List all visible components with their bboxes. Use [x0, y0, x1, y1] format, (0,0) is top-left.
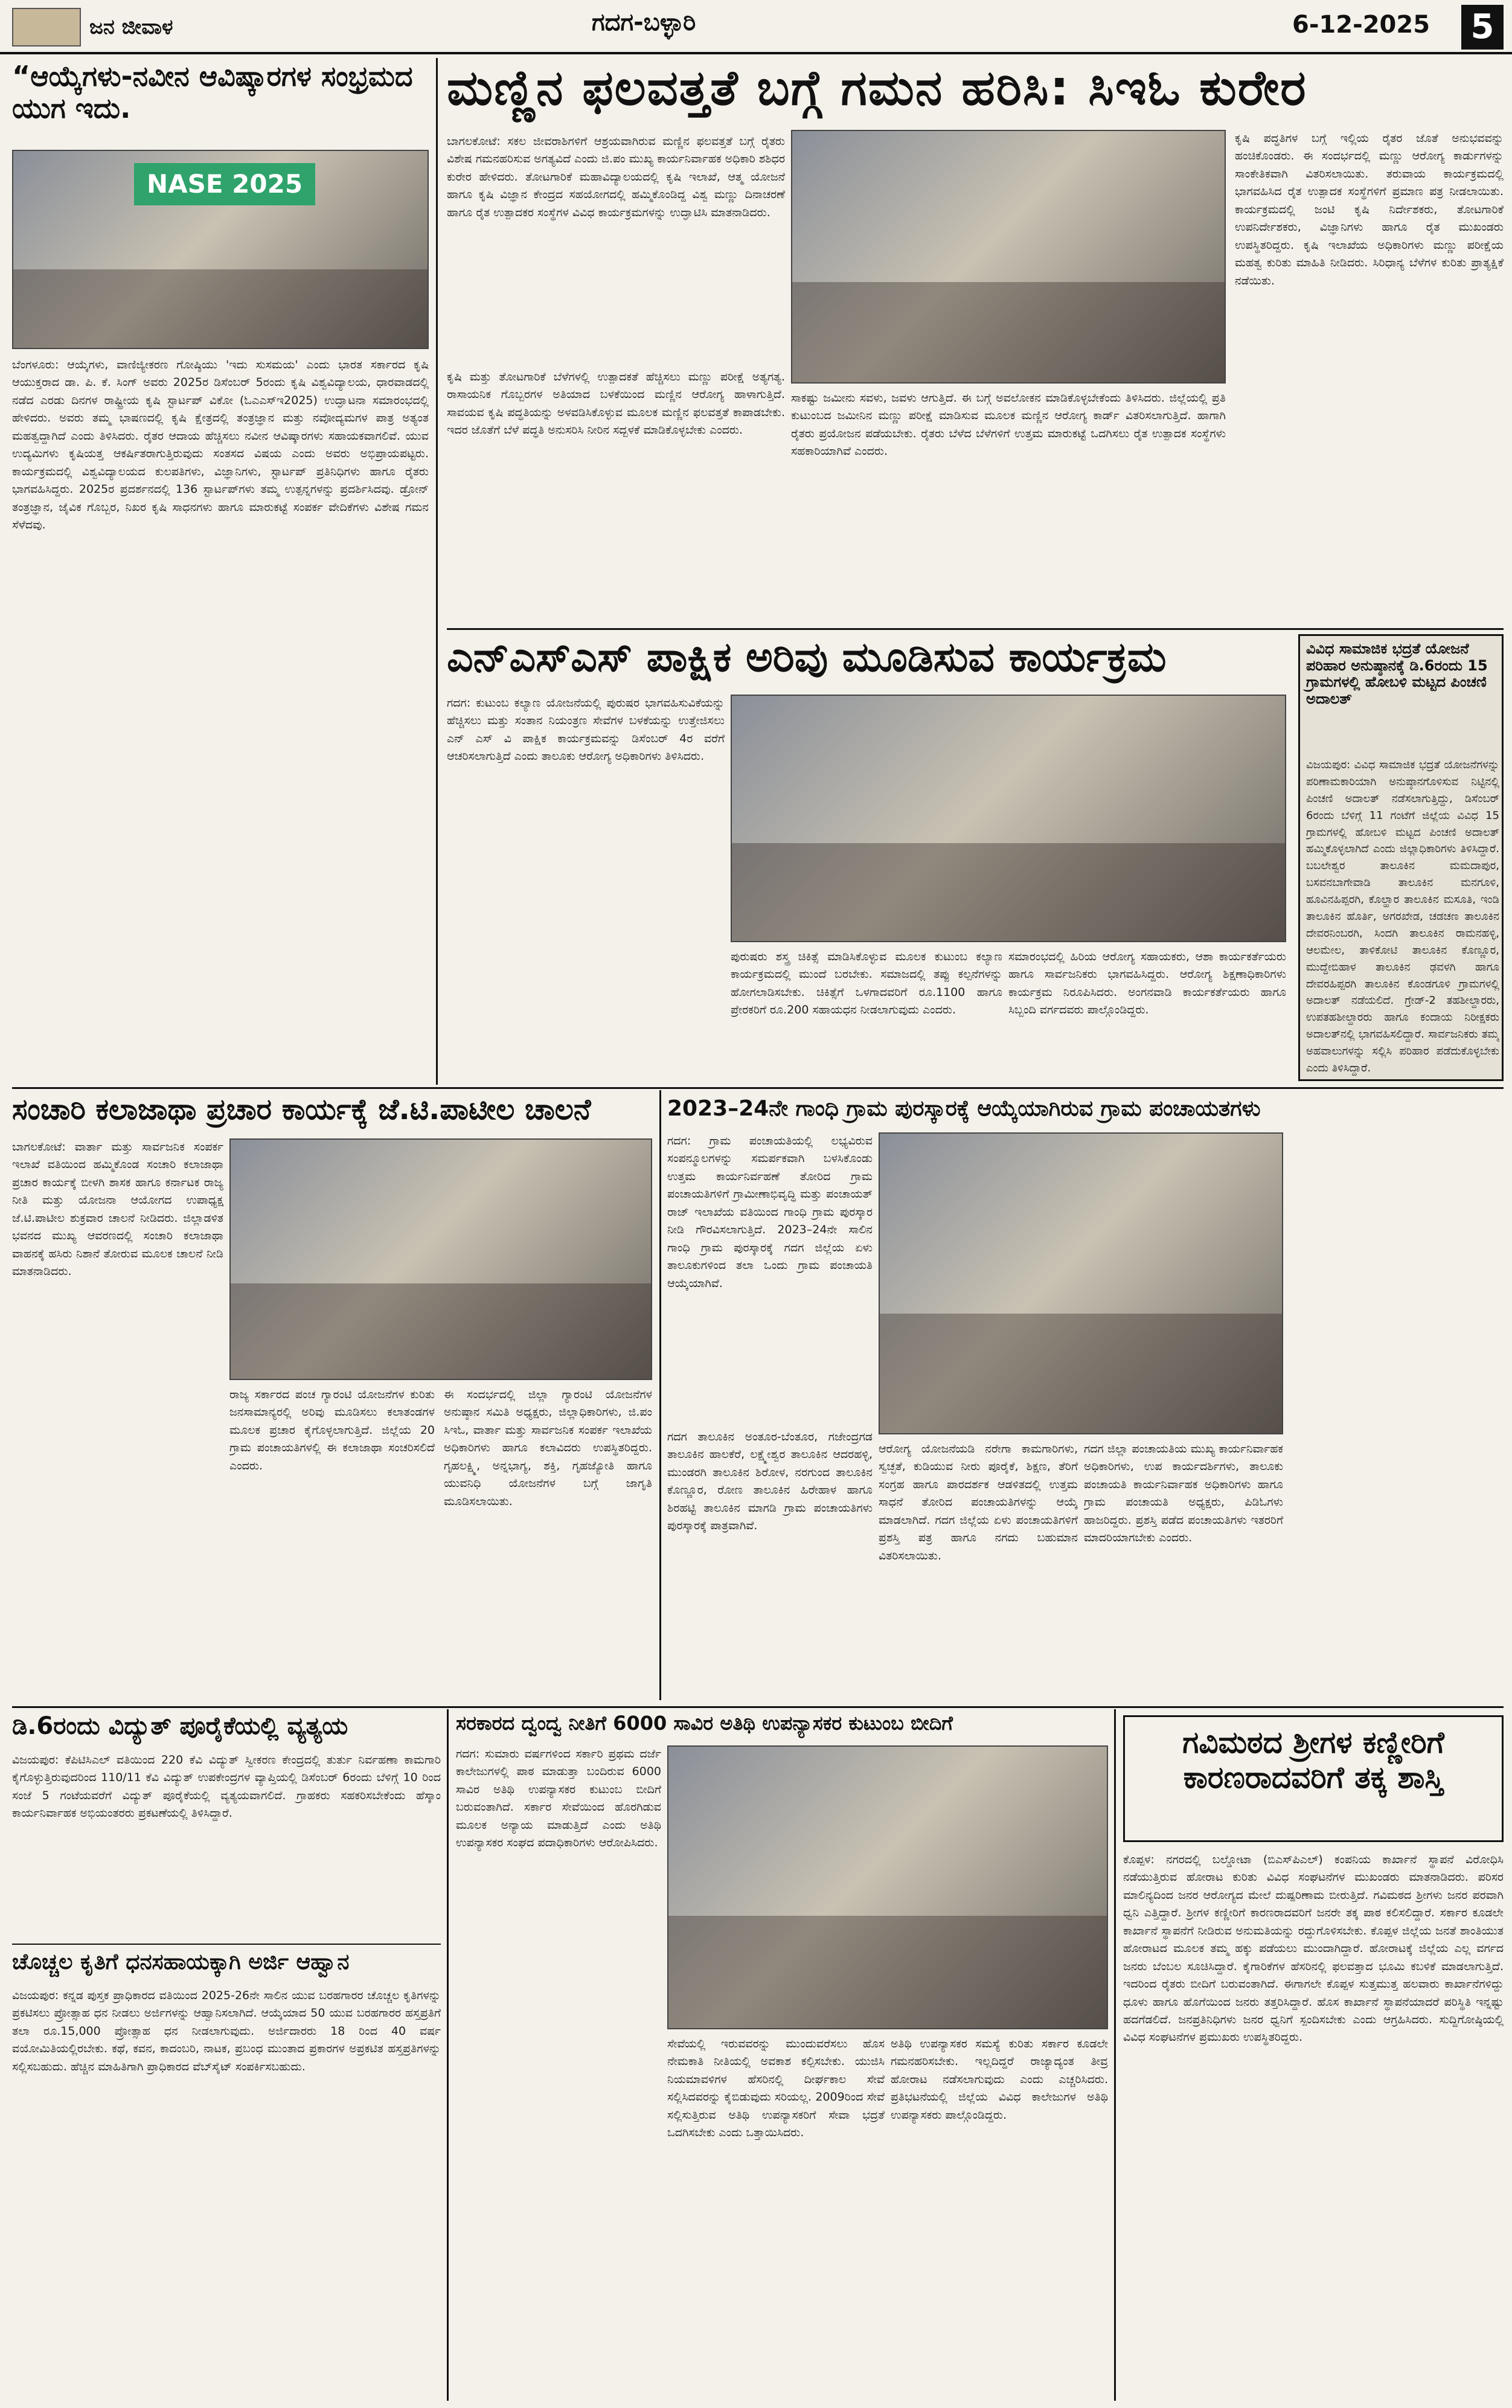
section-divider [447, 628, 1504, 630]
kalajatha-headline: ಸಂಚಾರಿ ಕಲಾಜಾಥಾ ಪ್ರಚಾರ ಕಾರ್ಯಕ್ಕೆ ಜೆ.ಟಿ.ಪಾಟೀಲ ಚಾಲನೆ [12, 1093, 591, 1126]
gandhi-photo [879, 1132, 1283, 1434]
section-divider [12, 1944, 441, 1945]
column-divider [1114, 1709, 1116, 2401]
masthead-brand [12, 6, 193, 48]
chochchala-headline: ಚೊಚ್ಚಲ ಕೃತಿಗೆ ಧನಸಹಾಯಕ್ಕಾಗಿ ಅರ್ಜಿ ಆಹ್ವಾನ [12, 1950, 350, 1974]
guest-headline: ಸರಕಾರದ ದ್ವಂದ್ವ ನೀತಿಗೆ 6000 ಸಾವಿರ ಅತಿಥಿ ಉಪನ್ಯಾಸಕರ ಕುಟುಂಬ ಬೀದಿಗೆ [456, 1712, 953, 1735]
kalajatha-body-b: ರಾಜ್ಯ ಸರ್ಕಾರದ ಪಂಚ ಗ್ಯಾರಂಟಿ ಯೋಜನೆಗಳ ಕುರಿತು ಜನಸಾಮಾನ್ಯರಲ್ಲಿ ಅರಿವು ಮೂಡಿಸಲು ಕಲಾತಂಡಗಳ ಮೂಲಕ ಪ್ರಚಾರ ಕೈಗೊಳ್ಳಲಾಗುತ್ತಿದೆ. ಜಿಲ್ಲೆಯ 20 ಗ್ರಾಮ ಪಂಚಾಯತಿಗಳಲ್ಲಿ ಈ ಕಲಾಜಾಥಾ ಸಂಚರಿಸಲಿದೆ ಎಂದರು. [229, 1388, 435, 1472]
nss-body-c: ಪುರುಷರು ಶಸ್ತ್ರ ಚಿಕಿತ್ಸೆ ಮಾಡಿಸಿಕೊಳ್ಳುವ ಮೂಲಕ ಕುಟುಂಬ ಕಲ್ಯಾಣ ಕಾರ್ಯಕ್ರಮದಲ್ಲಿ ಮುಂದೆ ಬರಬೇಕು. ಸಮಾಜದಲ್ಲಿ ತಪ್ಪು ಕಲ್ಪನೆಗಳನ್ನು ಹೋಗಲಾಡಿಸಬೇಕು. ಚಿಕಿತ್ಸೆಗೆ ಒಳಗಾದವರಿಗೆ ರೂ.1100 ಹಾಗೂ ಪ್ರೇರಕರಿಗೆ ರೂ.200 ಸಹಾಯಧನ ನೀಡಲಾಗುವುದು ಎಂದರು. [731, 950, 1002, 1017]
page-number: 5 [1461, 5, 1504, 50]
column-divider [659, 1090, 661, 1700]
column-divider [447, 1709, 449, 2401]
edition-city: ಗದಗ-ಬಳ್ಳಾರಿ [592, 8, 696, 36]
soil-body-a: ಬಾಗಲಕೋಟೆ: ಸಕಲ ಜೀವರಾಶಿಗಳಿಗೆ ಆಶ್ರಯವಾಗಿರುವ ಮಣ್ಣಿನ ಫಲವತ್ತತೆ ಬಗ್ಗೆ ರೈತರು ವಿಶೇಷ ಗಮನಹರಿಸುವ ಅಗತ್ಯವಿದೆ ಎಂದು ಜಿ.ಪಂ ಮುಖ್ಯ ಕಾರ್ಯನಿರ್ವಾಹಕ ಅಧಿಕಾರಿ ಶಶಿಧರ ಕುರೇರ ಹೇಳಿದರು. ತೋಟಗಾರಿಕೆ ಮಹಾವಿದ್ಯಾಲಯದಲ್ಲಿ ಕೃಷಿ ಇಲಾಖೆ, ಆತ್ಮ ಯೋಜನೆ ಹಾಗೂ ಕೃಷಿ ವಿಜ್ಞಾನ ಕೇಂದ್ರದ ಸಹಯೋಗದಲ್ಲಿ ಹಮ್ಮಿಕೊಂಡಿದ್ದ ವಿಶ್ವ ಮಣ್ಣು ದಿನಾಚರಣೆ ಹಾಗೂ ರೈತ ಉತ್ಪಾದಕರ ಸಂಸ್ಥೆಗಳ ವಿವಿಧ ಕಾರ್ಯಕ್ರಮಗಳನ್ನು ಉದ್ಘಾಟಿಸಿ ಮಾತನಾಡಿದರು. [447, 135, 785, 219]
nase-body: ಬೆಂಗಳೂರು: ಆಯ್ಕೆಗಳು, ವಾಣಿಜ್ಯೀಕರಣ ಗೋಷ್ಠಿಯು 'ಇದು ಸುಸಮಯ' ಎಂದು ಭಾರತ ಸರ್ಕಾರದ ಕೃಷಿ ಆಯುಕ್ತರಾದ ಡಾ. ಪಿ. ಕೆ. ಸಿಂಗ್ ಅವರು 2025ರ ಡಿಸೆಂಬರ್ 5ರಂದು ಕೃಷಿ ವಿಶ್ವವಿದ್ಯಾಲಯ, ಧಾರವಾಡದಲ್ಲಿ ನಡೆದ ಎರಡು ದಿನಗಳ ರಾಷ್ಟ್ರೀಯ ಕೃಷಿ ಸ್ಟಾರ್ಟಪ್ ವಿಕೋ (ಓಎಎಸ್‌ಇ2025) ಉದ್ಘಾಟನಾ ಸಮಾರಂಭದಲ್ಲಿ ಹೇಳಿದರು. ಅವರು ತಮ್ಮ ಭಾಷಣದಲ್ಲಿ ಕೃಷಿ ಕ್ಷೇತ್ರದಲ್ಲಿ ತಂತ್ರಜ್ಞಾನ ಮತ್ತು ನವೋದ್ಯಮಗಳ ಪಾತ್ರ ಅತ್ಯಂತ ಮಹತ್ವದ್ದಾಗಿದೆ ಎಂದು ತಿಳಿಸಿದರು. ರೈತರ ಆದಾಯ ಹೆಚ್ಚಿಸಲು ನವೀನ ಆವಿಷ್ಕಾರಗಳು ಸಹಾಯಕವಾಗಲಿವೆ. ಯುವ ಉದ್ಯಮಿಗಳು ಕೃಷಿಯತ್ತ ಆಕರ್ಷಿತರಾಗುತ್ತಿರುವುದು ಸಂತಸದ ವಿಷಯ ಎಂದು ಅವರು ಅಭಿಪ್ರಾಯಪಟ್ಟರು. ಕಾರ್ಯಕ್ರಮದಲ್ಲಿ ವಿಶ್ವವಿದ್ಯಾಲಯದ ಕುಲಪತಿಗಳು, ವಿಜ್ಞಾನಿಗಳು, ಸ್ಟಾರ್ಟಪ್ ಪ್ರತಿನಿಧಿಗಳು ಹಾಗೂ ರೈತರು ಭಾಗವಹಿಸಿದ್ದರು. 2025ರ ಪ್ರದರ್ಶನದಲ್ಲಿ 136 ಸ್ಟಾರ್ಟಪ್‌ಗಳು ತಮ್ಮ ಉತ್ಪನ್ನಗಳನ್ನು ಪ್ರದರ್ಶಿಸಿದವು. ಡ್ರೋನ್ ತಂತ್ರಜ್ಞಾನ, ಜೈವಿಕ ಗೊಬ್ಬರ, ನಿಖರ ಕೃಷಿ ಸಾಧನಗಳು ಹಾಗೂ ಮಾರುಕಟ್ಟೆ ಸಂಪರ್ಕ ವೇದಿಕೆಗಳು ವಿಶೇಷ ಗಮನ ಸೆಳೆದವು. [12, 358, 429, 531]
edition-date: 6-12-2025 [1292, 11, 1430, 39]
adalat-body: ವಿಜಯಪುರ: ವಿವಿಧ ಸಾಮಾಜಿಕ ಭದ್ರತೆ ಯೋಜನೆಗಳನ್ನು ಪರಿಣಾಮಕಾರಿಯಾಗಿ ಅನುಷ್ಠಾನಗೊಳಿಸುವ ನಿಟ್ಟಿನಲ್ಲಿ ಪಿಂಚಣಿ ಅದಾಲತ್ ನಡೆಸಲಾಗುತ್ತಿದ್ದು, ಡಿಸೆಂಬರ್ 6ರಂದು ಬೆಳಿಗ್ಗೆ 11 ಗಂಟೆಗೆ ಜಿಲ್ಲೆಯ ವಿವಿಧ 15 ಗ್ರಾಮಗಳಲ್ಲಿ ಹೋಬಳಿ ಮಟ್ಟದ ಪಿಂಚಣಿ ಅದಾಲತ್ ಹಮ್ಮಿಕೊಳ್ಳಲಾಗಿದೆ ಎಂದು ಜಿಲ್ಲಾಧಿಕಾರಿಗಳು ತಿಳಿಸಿದ್ದಾರೆ. ಬಬಲೇಶ್ವರ ತಾಲೂಕಿನ ಮಮದಾಪುರ, ಬಸವನಬಾಗೇವಾಡಿ ತಾಲೂಕಿನ ಮನಗೂಳಿ, ಹೂವಿನಹಿಪ್ಪರಗಿ, ಕೊಲ್ಹಾರ ತಾಲೂಕಿನ ಮಸೂತಿ, ಇಂಡಿ ತಾಲೂಕಿನ ಹೊರ್ತಿ, ಅಗರಖೇಡ, ಚಡಚಣ ತಾಲೂಕಿನ ದೇವರನಿಂಬರಗಿ, ಸಿಂದಗಿ ತಾಲೂಕಿನ ರಾಮನಹಳ್ಳಿ, ಆಲಮೇಲ, ತಾಳಿಕೋಟಿ ತಾಲೂಕಿನ ಕೊಣ್ಣೂರ, ಮುದ್ದೇಬಿಹಾಳ ತಾಲೂಕಿನ ಢವಳಗಿ ಹಾಗೂ ದೇವರಹಿಪ್ಪರಗಿ ತಾಲೂಕಿನ ಕೊಂಡಗೂಳಿ ಗ್ರಾಮಗಳಲ್ಲಿ ಅದಾಲತ್ ನಡೆಯಲಿದೆ. ಗ್ರೇಡ್-2 ತಹಶೀಲ್ದಾರರು, ಉಪತಹಶೀಲ್ದಾರರು ಹಾಗೂ ಕಂದಾಯ ನಿರೀಕ್ಷಕರು ಅದಾಲತ್‌ನಲ್ಲಿ ಭಾಗವಹಿಸಲಿದ್ದಾರೆ. ಸಾರ್ವಜನಿಕರು ತಮ್ಮ ಅಹವಾಲುಗಳನ್ನು ಸಲ್ಲಿಸಿ ಪರಿಹಾರ ಪಡೆದುಕೊಳ್ಳಬೇಕು ಎಂದು ತಿಳಿಸಿದ್ದಾರೆ. [1306, 759, 1499, 1075]
masthead [0, 0, 1512, 54]
gandhi-body-d: ಗದಗ ಜಿಲ್ಲಾ ಪಂಚಾಯತಿಯ ಮುಖ್ಯ ಕಾರ್ಯನಿರ್ವಾಹಕ ಅಧಿಕಾರಿಗಳು, ಉಪ ಕಾರ್ಯದರ್ಶಿಗಳು, ತಾಲೂಕು ಪಂಚಾಯತಿ ಕಾರ್ಯನಿರ್ವಾಹಕ ಅಧಿಕಾರಿಗಳು ಹಾಗೂ ಗ್ರಾಮ ಪಂಚಾಯತಿ ಅಧ್ಯಕ್ಷರು, ಪಿಡಿಓಗಳು ಹಾಜರಿದ್ದರು. ಪ್ರಶಸ್ತಿ ಪಡೆದ ಪಂಚಾಯತಿಗಳು ಇತರರಿಗೆ ಮಾದರಿಯಾಗಬೇಕು ಎಂದರು. [1084, 1442, 1283, 1545]
adalat-box [1298, 634, 1504, 1081]
soil-body-b: ಕೃಷಿ ಮತ್ತು ತೋಟಗಾರಿಕೆ ಬೆಳೆಗಳಲ್ಲಿ ಉತ್ಪಾದಕತೆ ಹೆಚ್ಚಿಸಲು ಮಣ್ಣು ಪರೀಕ್ಷೆ ಅತ್ಯಗತ್ಯ. ರಾಸಾಯನಿಕ ಗೊಬ್ಬರಗಳ ಅತಿಯಾದ ಬಳಕೆಯಿಂದ ಮಣ್ಣಿನ ಆರೋಗ್ಯ ಹಾಳಾಗುತ್ತಿದೆ. ಸಾವಯವ ಕೃಷಿ ಪದ್ಧತಿಯನ್ನು ಅಳವಡಿಸಿಕೊಳ್ಳುವ ಮೂಲಕ ಮಣ್ಣಿನ ಫಲವತ್ತತೆ ಕಾಪಾಡಬೇಕು. ಇದರ ಜೊತೆಗೆ ಬೆಳೆ ಪದ್ಧತಿ ಅನುಸರಿಸಿ ನೀರಿನ ಸದ್ಬಳಕೆ ಮಾಡಿಕೊಳ್ಳಬೇಕು ಎಂದರು. [447, 370, 785, 437]
adalat-headline: ವಿವಿಧ ಸಾಮಾಜಿಕ ಭದ್ರತೆ ಯೋಜನೆ ಪರಿಹಾರ ಅನುಷ್ಠಾನಕ್ಕೆ ಡಿ.6ರಂದು 15 ಗ್ರಾಮಗಳಲ್ಲಿ ಹೋಬಳಿ ಮಟ್ಟದ ಪಿಂಚಣಿ ಅದಾಲತ್ [1306, 640, 1488, 707]
soil-body-c: ಸಾಕಷ್ಟು ಜಮೀನು ಸವಳು, ಜವಳು ಆಗುತ್ತಿದೆ. ಈ ಬಗ್ಗೆ ಅವಲೋಕನ ಮಾಡಿಕೊಳ್ಳಬೇಕೆಂದು ತಿಳಿಸಿದರು. ಜಿಲ್ಲೆಯಲ್ಲಿ ಪ್ರತಿ ಕುಟುಂಬದ ಜಮೀನಿನ ಮಣ್ಣು ಪರೀಕ್ಷೆ ಮಾಡಿಸುವ ಮೂಲಕ ಮಣ್ಣಿನ ಆರೋಗ್ಯ ಕಾರ್ಡ್ ವಿತರಿಸಲಾಗುತ್ತಿದೆ. ಹಾಗಾಗಿ ರೈತರು ಪ್ರಯೋಜನ ಪಡೆಯಬೇಕು. ರೈತರು ಬೆಳೆದ ಬೆಳೆಗಳಿಗೆ ಉತ್ತಮ ಮಾರುಕಟ್ಟೆ ಒದಗಿಸಲು ರೈತ ಉತ್ಪಾದಕ ಸಂಸ್ಥೆಗಳು ಸಹಕಾರಿಯಾಗಿವೆ ಎಂದರು. [791, 391, 1226, 458]
nss-photo [731, 695, 1286, 942]
kalajatha-body-c: ಈ ಸಂದರ್ಭದಲ್ಲಿ ಜಿಲ್ಲಾ ಗ್ಯಾರಂಟಿ ಯೋಜನೆಗಳ ಅನುಷ್ಠಾನ ಸಮಿತಿ ಅಧ್ಯಕ್ಷರು, ಜಿಲ್ಲಾಧಿಕಾರಿಗಳು, ಜಿ.ಪಂ ಸಿಇಓ, ವಾರ್ತಾ ಮತ್ತು ಸಾರ್ವಜನಿಕ ಸಂಪರ್ಕ ಇಲಾಖೆಯ ಅಧಿಕಾರಿಗಳು ಹಾಗೂ ಕಲಾವಿದರು ಉಪಸ್ಥಿತರಿದ್ದರು. ಗೃಹಲಕ್ಷ್ಮಿ, ಅನ್ನಭಾಗ್ಯ, ಶಕ್ತಿ, ಗೃಹಜ್ಯೋತಿ ಹಾಗೂ ಯುವನಿಧಿ ಯೋಜನೆಗಳ ಬಗ್ಗೆ ಜಾಗೃತಿ ಮೂಡಿಸಲಾಯಿತು. [444, 1388, 652, 1508]
chochchala-body: ವಿಜಯಪುರ: ಕನ್ನಡ ಪುಸ್ತಕ ಪ್ರಾಧಿಕಾರದ ವತಿಯಿಂದ 2025-26ನೇ ಸಾಲಿನ ಯುವ ಬರಹಗಾರರ ಚೊಚ್ಚಲ ಕೃತಿಗಳನ್ನು ಪ್ರಕಟಿಸಲು ಪ್ರೋತ್ಸಾಹ ಧನ ನೀಡಲು ಅರ್ಜಿಗಳನ್ನು ಆಹ್ವಾನಿಸಲಾಗಿದೆ. ಆಯ್ಕೆಯಾದ 50 ಯುವ ಬರಹಗಾರರ ಹಸ್ತಪ್ರತಿಗೆ ತಲಾ ರೂ.15,000 ಪ್ರೋತ್ಸಾಹ ಧನ ನೀಡಲಾಗುವುದು. ಅರ್ಜಿದಾರರು 18 ರಿಂದ 40 ವರ್ಷ ವಯೋಮಿತಿಯಲ್ಲಿರಬೇಕು. ಕಥೆ, ಕವನ, ಕಾದಂಬರಿ, ನಾಟಕ, ಪ್ರಬಂಧ ಮುಂತಾದ ಪ್ರಕಾರಗಳ ಅಪ್ರಕಟಿತ ಹಸ್ತಪ್ರತಿಗಳನ್ನು ಸಲ್ಲಿಸಬಹುದು. ಹೆಚ್ಚಿನ ಮಾಹಿತಿಗಾಗಿ ಪ್ರಾಧಿಕಾರದ ವೆಬ್‌ಸೈಟ್ ಸಂಪರ್ಕಿಸಬಹುದು. [12, 1989, 441, 2073]
column-divider [436, 58, 438, 1085]
soil-headline: ಮಣ್ಣಿನ ಫಲವತ್ತತೆ ಬಗ್ಗೆ ಗಮನ ಹರಿಸಿ: ಸಿಇಓ ಕುರೇರ [447, 60, 1307, 116]
section-divider [12, 1087, 1504, 1089]
guest-body-b: ಸೇವೆಯಲ್ಲಿ ಇರುವವರನ್ನು ಮುಂದುವರೆಸಲು ಹೊಸ ನೇಮಕಾತಿ ನೀತಿಯಲ್ಲಿ ಅವಕಾಶ ಕಲ್ಪಿಸಬೇಕು. ಯುಜಿಸಿ ನಿಯಮಾವಳಿಗಳ ಹೆಸರಿನಲ್ಲಿ ದೀರ್ಘಕಾಲ ಸೇವೆ ಸಲ್ಲಿಸಿದವರನ್ನು ಕೈಬಿಡುವುದು ಸರಿಯಲ್ಲ. 2009ರಿಂದ ಸೇವೆ ಸಲ್ಲಿಸುತ್ತಿರುವ ಅತಿಥಿ ಉಪನ್ಯಾಸಕರಿಗೆ ಸೇವಾ ಭದ್ರತೆ ಒದಗಿಸಬೇಕು ಎಂದು ಒತ್ತಾಯಿಸಿದರು. [667, 2037, 885, 2140]
kalajatha-body-a: ಬಾಗಲಕೋಟೆ: ವಾರ್ತಾ ಮತ್ತು ಸಾರ್ವಜನಿಕ ಸಂಪರ್ಕ ಇಲಾಖೆ ವತಿಯಿಂದ ಹಮ್ಮಿಕೊಂಡ ಸಂಚಾರಿ ಕಲಾಜಾಥಾ ಪ್ರಚಾರ ಕಾರ್ಯಕ್ಕೆ ಬೀಳಗಿ ಶಾಸಕ ಹಾಗೂ ಕರ್ನಾಟಕ ರಾಜ್ಯ ನೀತಿ ಮತ್ತು ಯೋಜನಾ ಆಯೋಗದ ಉಪಾಧ್ಯಕ್ಷ ಜೆ.ಟಿ.ಪಾಟೀಲ ಶುಕ್ರವಾರ ಚಾಲನೆ ನೀಡಿದರು. ಜಿಲ್ಲಾಡಳಿತ ಭವನದ ಮುಖ್ಯ ಆವರಣದಲ್ಲಿ ಸಂಚಾರಿ ಕಲಾಜಾಥಾ ವಾಹನಕ್ಕೆ ಹಸಿರು ನಿಶಾನೆ ತೋರುವ ಮೂಲಕ ಚಾಲನೆ ನೀಡಿ ಮಾತನಾಡಿದರು. [12, 1140, 223, 1279]
gandhi-body-c: ಆರೋಗ್ಯ ಯೋಜನೆಯಡಿ ನರೇಗಾ ಕಾಮಗಾರಿಗಳು, ಸ್ವಚ್ಛತೆ, ಕುಡಿಯುವ ನೀರು ಪೂರೈಕೆ, ಶಿಕ್ಷಣ, ತೆರಿಗೆ ಸಂಗ್ರಹ ಹಾಗೂ ಪಾರದರ್ಶಕ ಆಡಳಿತದಲ್ಲಿ ಉತ್ತಮ ಸಾಧನೆ ತೋರಿದ ಪಂಚಾಯತಿಗಳನ್ನು ಆಯ್ಕೆ ಮಾಡಲಾಗಿದೆ. ಗದಗ ಜಿಲ್ಲೆಯ ಏಳು ಪಂಚಾಯತಿಗಳಿಗೆ ಪ್ರಶಸ್ತಿ ಪತ್ರ ಹಾಗೂ ನಗದು ಬಹುಮಾನ ವಿತರಿಸಲಾಯಿತು. [879, 1442, 1078, 1562]
power-body: ವಿಜಯಪುರ: ಕೆಪಿಟಿಸಿಎಲ್ ವತಿಯಿಂದ 220 ಕೆವಿ ವಿದ್ಯುತ್ ಸ್ವೀಕರಣ ಕೇಂದ್ರದಲ್ಲಿ ತುರ್ತು ನಿರ್ವಹಣಾ ಕಾಮಗಾರಿ ಕೈಗೊಳ್ಳುತ್ತಿರುವುದರಿಂದ 110/11 ಕೆವಿ ವಿದ್ಯುತ್ ಉಪಕೇಂದ್ರಗಳ ವ್ಯಾಪ್ತಿಯಲ್ಲಿ ಡಿಸೆಂಬರ್ 6ರಂದು ಬೆಳಿಗ್ಗೆ 10 ರಿಂದ ಸಂಜೆ 5 ಗಂಟೆಯವರೆಗೆ ವಿದ್ಯುತ್ ಪೂರೈಕೆಯಲ್ಲಿ ವ್ಯತ್ಯಯವಾಗಲಿದೆ. ಗ್ರಾಹಕರು ಸಹಕರಿಸಬೇಕೆಂದು ಹೆಸ್ಕಾಂ ಕಾರ್ಯನಿರ್ವಾಹಕ ಅಭಿಯಂತರರು ಪ್ರಕಟಣೆಯಲ್ಲಿ ತಿಳಿಸಿದ್ದಾರೆ. [12, 1753, 441, 1820]
section-divider [12, 1706, 1504, 1708]
guest-photo [667, 1745, 1108, 2029]
guest-body-c: ಅತಿಥಿ ಉಪನ್ಯಾಸಕರ ಸಮಸ್ಯೆ ಕುರಿತು ಸರ್ಕಾರ ಕೂಡಲೇ ಗಮನಹರಿಸಬೇಕು. ಇಲ್ಲದಿದ್ದರೆ ರಾಜ್ಯಾದ್ಯಂತ ತೀವ್ರ ಹೋರಾಟ ನಡೆಸಲಾಗುವುದು ಎಂದು ಎಚ್ಚರಿಸಿದರು. ಪ್ರತಿಭಟನೆಯಲ್ಲಿ ಜಿಲ್ಲೆಯ ವಿವಿಧ ಕಾಲೇಜುಗಳ ಅತಿಥಿ ಉಪನ್ಯಾಸಕರು ಪಾಲ್ಗೊಂಡಿದ್ದರು. [891, 2037, 1108, 2122]
kalajatha-photo [229, 1138, 652, 1380]
nase-headline: “ಆಯ್ಕೆಗಳು-ನವೀನ ಆವಿಷ್ಕಾರಗಳ ಸಂಭ್ರಮದ ಯುಗ ಇದು. [12, 60, 413, 124]
gandhi-body-a: ಗದಗ: ಗ್ರಾಮ ಪಂಚಾಯತಿಯಲ್ಲಿ ಲಭ್ಯವಿರುವ ಸಂಪನ್ಮೂಲಗಳನ್ನು ಸಮರ್ಪಕವಾಗಿ ಬಳಸಿಕೊಂಡು ಉತ್ತಮ ಕಾರ್ಯನಿರ್ವಹಣೆ ತೋರಿದ ಗ್ರಾಮ ಪಂಚಾಯತಿಗಳಿಗೆ ಗ್ರಾಮೀಣಾಭಿವೃದ್ಧಿ ಮತ್ತು ಪಂಚಾಯತ್ ರಾಜ್ ಇಲಾಖೆಯ ವತಿಯಿಂದ ಗಾಂಧಿ ಗ್ರಾಮ ಪುರಸ್ಕಾರ ನೀಡಿ ಗೌರವಿಸಲಾಗುತ್ತಿದೆ. 2023–24ನೇ ಸಾಲಿನ ಗಾಂಧಿ ಗ್ರಾಮ ಪುರಸ್ಕಾರಕ್ಕೆ ಗದಗ ಜಿಲ್ಲೆಯ ಏಳು ತಾಲೂಕುಗಳಿಂದ ತಲಾ ಒಂದು ಗ್ರಾಮ ಪಂಚಾಯತಿ ಆಯ್ಕೆಯಾಗಿವೆ. [667, 1134, 873, 1290]
nss-headline: ಎನ್‌ಎಸ್‌ಎಸ್ ಪಾಕ್ಷಿಕ ಅರಿವು ಮೂಡಿಸುವ ಕಾರ್ಯಕ್ರಮ [447, 634, 1167, 681]
soil-body-d: ಕೃಷಿ ಪದ್ಧತಿಗಳ ಬಗ್ಗೆ ಇಲ್ಲಿಯ ರೈತರ ಜೊತೆ ಅನುಭವವನ್ನು ಹಂಚಿಕೊಂಡರು. ಈ ಸಂದರ್ಭದಲ್ಲಿ ಮಣ್ಣು ಆರೋಗ್ಯ ಕಾರ್ಡುಗಳನ್ನು ಸಾಂಕೇತಿಕವಾಗಿ ವಿತರಿಸಲಾಯಿತು. ತರುವಾಯ ಕಾರ್ಯಕ್ರಮದಲ್ಲಿ ಭಾಗವಹಿಸಿದ ರೈತ ಉತ್ಪಾದಕ ಸಂಸ್ಥೆಗಳಿಗೆ ಪ್ರಮಾಣ ಪತ್ರ ನೀಡಲಾಯಿತು. ಕಾರ್ಯಕ್ರಮದಲ್ಲಿ ಜಂಟಿ ಕೃಷಿ ನಿರ್ದೇಶಕರು, ತೋಟಗಾರಿಕೆ ಉಪನಿರ್ದೇಶಕರು, ವಿಜ್ಞಾನಿಗಳು ಹಾಗೂ ರೈತ ಮುಖಂಡರು ಉಪಸ್ಥಿತರಿದ್ದರು. ಕೃಷಿ ಇಲಾಖೆಯ ಅಧಿಕಾರಿಗಳು ಮಣ್ಣು ಪರೀಕ್ಷೆಯ ಮಹತ್ವ ಕುರಿತು ಮಾಹಿತಿ ನೀಡಿದರು. ಸಿರಿಧಾನ್ಯ ಬೆಳೆಗಳ ಕುರಿತು ಪ್ರಾತ್ಯಕ್ಷಿಕೆ ನಡೆಯಿತು. [1235, 132, 1504, 287]
nase-photo [12, 150, 429, 349]
gandhi-body-b: ಗದಗ ತಾಲೂಕಿನ ಅಂತೂರ-ಬೆಂತೂರ, ಗಜೇಂದ್ರಗಡ ತಾಲೂಕಿನ ಹಾಲಕೆರೆ, ಲಕ್ಷ್ಮೇಶ್ವರ ತಾಲೂಕಿನ ಆದರಹಳ್ಳಿ, ಮುಂಡರಗಿ ತಾಲೂಕಿನ ಶಿರೋಳ, ನರಗುಂದ ತಾಲೂಕಿನ ಕೊಣ್ಣೂರ, ರೋಣ ತಾಲೂಕಿನ ಹಿರೇಹಾಳ ಹಾಗೂ ಶಿರಹಟ್ಟಿ ತಾಲೂಕಿನ ಮಾಗಡಿ ಗ್ರಾಮ ಪಂಚಾಯತಿಗಳು ಪುರಸ್ಕಾರಕ್ಕೆ ಪಾತ್ರವಾಗಿವೆ. [667, 1430, 873, 1533]
nss-body-d: ಸಮಾರಂಭದಲ್ಲಿ ಹಿರಿಯ ಆರೋಗ್ಯ ಸಹಾಯಕರು, ಆಶಾ ಕಾರ್ಯಕರ್ತೆಯರು ಹಾಗೂ ಸಾರ್ವಜನಿಕರು ಭಾಗವಹಿಸಿದ್ದರು. ಆರೋಗ್ಯ ಶಿಕ್ಷಣಾಧಿಕಾರಿಗಳು ಕಾರ್ಯಕ್ರಮ ನಿರೂಪಿಸಿದರು. ಅಂಗನವಾಡಿ ಕಾರ್ಯಕರ್ತೆಯರು ಹಾಗೂ ಸಿಬ್ಬಂದಿ ವರ್ಗದವರು ಪಾಲ್ಗೊಂಡಿದ್ದರು. [1008, 950, 1286, 1017]
power-headline: ಡಿ.6ರಂದು ವಿದ್ಯುತ್ ಪೂರೈಕೆಯಲ್ಲಿ ವ್ಯತ್ಯಯ [12, 1712, 348, 1740]
paper-name: ಜನ ಜೀವಾಳ [89, 15, 173, 39]
gandhi-headline: 2023–24ನೇ ಗಾಂಧಿ ಗ್ರಾಮ ಪುರಸ್ಕಾರಕ್ಕೆ ಆಯ್ಕೆಯಾಗಿರುವ ಗ್ರಾಮ ಪಂಚಾಯತಗಳು [667, 1096, 1261, 1121]
nase-photo-crowd [13, 269, 428, 348]
gavimath-headline: ಗವಿಮಠದ ಶ್ರೀಗಳ ಕಣ್ಣೀರಿಗೆ ಕಾರಣರಾದವರಿಗೆ ತಕ್ಕ ಶಾಸ್ತಿ [1182, 1725, 1444, 1795]
nase-photo-banner: NASE 2025 [134, 163, 315, 205]
paper-logo-image [12, 8, 81, 47]
soil-photo [791, 130, 1226, 384]
gavimath-headline-box [1123, 1715, 1504, 1842]
nss-body-a: ಗದಗ: ಕುಟುಂಬ ಕಲ್ಯಾಣ ಯೋಜನೆಯಲ್ಲಿ ಪುರುಷರ ಭಾಗವಹಿಸುವಿಕೆಯನ್ನು ಹೆಚ್ಚಿಸಲು ಮತ್ತು ಸಂತಾನ ನಿಯಂತ್ರಣ ಸೇವೆಗಳ ಬಳಕೆಯನ್ನು ಉತ್ತೇಜಿಸಲು ಎನ್ ಎಸ್ ವಿ ಪಾಕ್ಷಿಕ ಕಾರ್ಯಕ್ರಮವನ್ನು ಡಿಸೆಂಬರ್ 4ರ ವರೆಗೆ ಆಚರಿಸಲಾಗುತ್ತಿದೆ ಎಂದು ತಾಲೂಕು ಆರೋಗ್ಯ ಅಧಿಕಾರಿಗಳು ತಿಳಿಸಿದರು. [447, 696, 725, 763]
gavimath-body: ಕೊಪ್ಪಳ: ನಗರದಲ್ಲಿ ಬಲ್ಡೋಟಾ (ಬಿಎಸ್‌ಪಿಎಲ್) ಕಂಪನಿಯ ಕಾರ್ಖಾನೆ ಸ್ಥಾಪನೆ ವಿರೋಧಿಸಿ ನಡೆಯುತ್ತಿರುವ ಹೋರಾಟ ಕುರಿತು ವಿವಿಧ ಸಂಘಟನೆಗಳ ಮುಖಂಡರು ಮಾತನಾಡಿದರು. ಪರಿಸರ ಮಾಲಿನ್ಯದಿಂದ ಜನರ ಆರೋಗ್ಯದ ಮೇಲೆ ದುಷ್ಪರಿಣಾಮ ಬೀರುತ್ತಿದೆ. ಗವಿಮಠದ ಶ್ರೀಗಳು ಜನರ ಪರವಾಗಿ ಧ್ವನಿ ಎತ್ತಿದ್ದಾರೆ. ಶ್ರೀಗಳ ಕಣ್ಣೀರಿಗೆ ಕಾರಣರಾದವರಿಗೆ ಜನರೇ ತಕ್ಕ ಪಾಠ ಕಲಿಸಲಿದ್ದಾರೆ. ಸರ್ಕಾರ ಕೂಡಲೇ ಕಾರ್ಖಾನೆ ಸ್ಥಾಪನೆಗೆ ನೀಡಿರುವ ಅನುಮತಿಯನ್ನು ರದ್ದುಗೊಳಿಸಬೇಕು. ಕೊಪ್ಪಳ ಜಿಲ್ಲೆಯ ಜನತೆ ಶಾಂತಿಯುತ ಹೋರಾಟದ ಮೂಲಕ ತಮ್ಮ ಹಕ್ಕು ಪಡೆಯಲು ಮುಂದಾಗಿದ್ದಾರೆ. ಹೋರಾಟಕ್ಕೆ ಜಿಲ್ಲೆಯ ಎಲ್ಲ ವರ್ಗದ ಜನರು ಬೆಂಬಲ ಸೂಚಿಸಿದ್ದಾರೆ. ಕೈಗಾರಿಕೆಗಳ ಹೆಸರಿನಲ್ಲಿ ಫಲವತ್ತಾದ ಭೂಮಿ ಕಬಳಿಕೆ ಮಾಡಲಾಗುತ್ತಿದೆ. ಇದರಿಂದ ರೈತರು ಬೀದಿಗೆ ಬರುವಂತಾಗಿದೆ. ಈಗಾಗಲೇ ಕೊಪ್ಪಳ ಸುತ್ತಮುತ್ತ ಹಲವಾರು ಕಾರ್ಖಾನೆಗಳಿದ್ದು ಧೂಳು ಹಾಗೂ ಹೊಗೆಯಿಂದ ಜನರು ತತ್ತರಿಸಿದ್ದಾರೆ. ಹೊಸ ಕಾರ್ಖಾನೆ ಸ್ಥಾಪನೆಯಾದರೆ ಪರಿಸ್ಥಿತಿ ಇನ್ನಷ್ಟು ಹದಗೆಡಲಿದೆ. ಜನಪ್ರತಿನಿಧಿಗಳು ಜನರ ಧ್ವನಿಗೆ ಸ್ಪಂದಿಸಬೇಕು ಎಂದು ಆಗ್ರಹಿಸಿದರು. ಸುದ್ದಿಗೋಷ್ಠಿಯಲ್ಲಿ ವಿವಿಧ ಸಂಘಟನೆಗಳ ಪ್ರಮುಖರು ಉಪಸ್ಥಿತರಿದ್ದರು. [1123, 1853, 1504, 2044]
guest-body-a: ಗದಗ: ಸುಮಾರು ವರ್ಷಗಳಿಂದ ಸರ್ಕಾರಿ ಪ್ರಥಮ ದರ್ಜೆ ಕಾಲೇಜುಗಳಲ್ಲಿ ಪಾಠ ಮಾಡುತ್ತಾ ಬಂದಿರುವ 6000 ಸಾವಿರ ಅತಿಥಿ ಉಪನ್ಯಾಸಕರ ಕುಟುಂಬ ಬೀದಿಗೆ ಬರುವಂತಾಗಿದೆ. ಸರ್ಕಾರ ಸೇವೆಯಿಂದ ಹೊರಗಿಡುವ ಮೂಲಕ ಅನ್ಯಾಯ ಮಾಡುತ್ತಿದೆ ಎಂದು ಅತಿಥಿ ಉಪನ್ಯಾಸಕರ ಸಂಘದ ಪದಾಧಿಕಾರಿಗಳು ಆರೋಪಿಸಿದರು. [456, 1747, 661, 1850]
